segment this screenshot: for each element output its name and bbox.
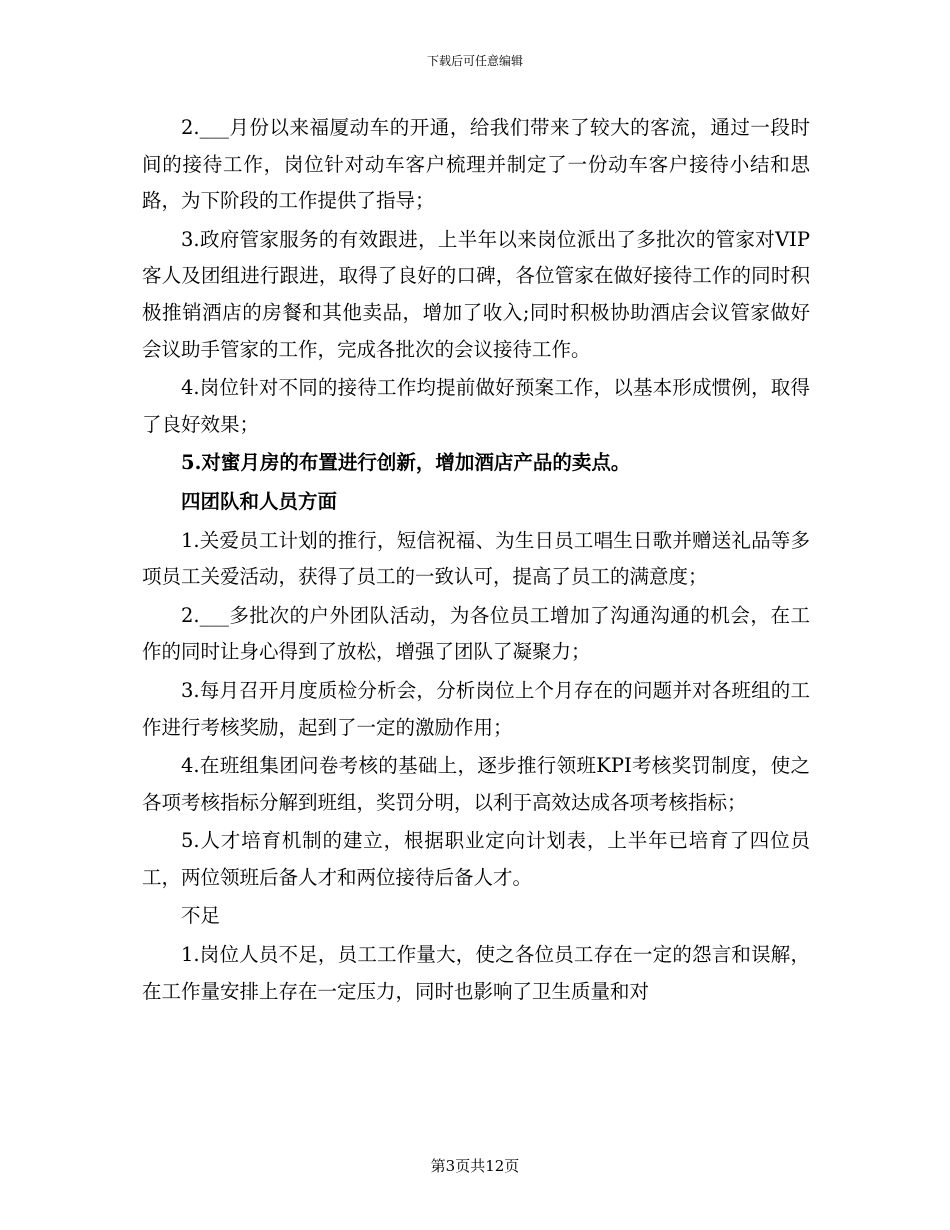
paragraph-3: 4.岗位针对不同的接待工作均提前做好预案工作，以基本形成惯例，取得了良好效果； [142, 376, 810, 436]
paragraph-8: 3.每月召开月度质检分析会，分析岗位上个月存在的问题并对各班组的工作进行考核奖励，起到了一定的激励作用； [142, 678, 810, 739]
paragraph-9: 4.在班组集团问卷考核的基础上，逐步推行领班KPI考核奖罚制度，使之各项考核指标分解到班组，奖罚分明，以利于高效达成各项考核指标； [142, 754, 810, 814]
paragraph-6: 1.关爱员工计划的推行，短信祝福、为生日员工唱生日歌并赠送礼品等多项员工关爱活动，获得了员工的一致认可，提高了员工的满意度； [142, 528, 810, 589]
document-body [142, 110, 810, 1012]
section-heading-team: 四团队和人员方面 [181, 489, 338, 513]
paragraph-7: 2.___多批次的户外团队活动，为各位员工增加了沟通沟通的机会，在工作的同时让身心得到了放松，增强了团队了凝聚力； [142, 603, 810, 664]
section-heading-shortcomings: 不足 [181, 904, 221, 928]
page-header: 下载后可任意编辑 [426, 54, 523, 68]
paragraph-1: 2.___月份以来福厦动车的开通，给我们带来了较大的客流，通过一段时间的接待工作，岗位针对动车客户梳理并制定了一份动车客户接待小结和思路，为下阶段的工作提供了指导； [142, 116, 810, 213]
paragraph-4-bold: 5.对蜜月房的布置进行创新，增加酒店产品的卖点。 [181, 451, 631, 475]
paragraph-12: 1.岗位人员不足，员工工作量大，使之各位员工存在一定的怨言和误解，在工作量安排上存在一定压力，同时也影响了卫生质量和对 [142, 943, 810, 1003]
paragraph-2: 3.政府管家服务的有效跟进，上半年以来岗位派出了多批次的管家对VIP客人及团组进行跟进，取得了良好的口碑，各位管家在做好接待工作的同时积极推销酒店的房餐和其他卖品，增加了收入;同时积极协助酒店会议管家做好会议助手管家的工作，完成各批次的会议接待工作。 [142, 227, 810, 361]
paragraph-10: 5.人才培育机制的建立，根据职业定向计划表，上半年已培育了四位员工，两位领班后备人才和两位接待后备人才。 [142, 829, 810, 889]
page-footer: 第3页共12页 [430, 1157, 520, 1175]
